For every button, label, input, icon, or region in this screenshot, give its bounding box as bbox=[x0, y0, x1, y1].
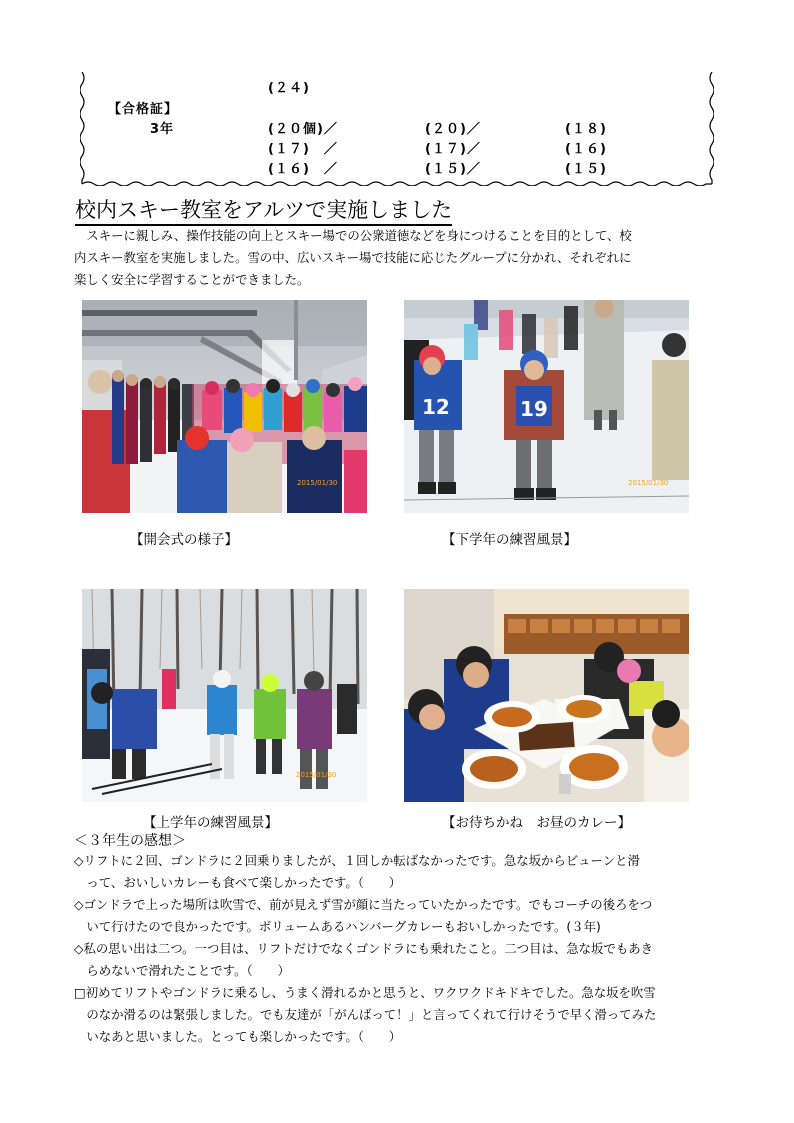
caption-lunch-curry: 【お待ちかね お昼のカレー】 bbox=[442, 815, 631, 831]
impressions-heading: ＜３年生の感想＞ bbox=[74, 833, 186, 849]
impression-line-2: って、おいしいカレーも食べて楽しかったです。（ ） bbox=[74, 875, 402, 890]
cert-row2-col1: (１７) ／ bbox=[268, 142, 338, 157]
impression-line-8: のなか滑るのは緊張しました。でも友達が「がんばって！」と言ってくれて行けそうで早く滑ってみた bbox=[74, 1007, 657, 1022]
impression-line-1: ◇リフトに２回、ゴンドラに２回乗りましたが、１回しか転ばなかったです。急な坂からビューンと滑 bbox=[74, 853, 640, 868]
upper-grades-practice-photo bbox=[82, 589, 367, 802]
impression-line-3: ◇ゴンドラで上った場所は吹雪で、前が見えず雪が顔に当たっていたかったです。でもコーチの後ろをつ bbox=[74, 897, 653, 912]
cert-row2-col2: (１７)／ bbox=[425, 142, 481, 157]
cert-row3-col2: (１５)／ bbox=[425, 162, 481, 177]
upper-grades-practice-image bbox=[82, 589, 367, 802]
impression-line-4: いて行けたので良かったです。ボリュームあるハンバーグカレーもおいしかったです。(３年) bbox=[74, 919, 601, 934]
cert-row3-col3: (１５) bbox=[565, 162, 607, 177]
opening-ceremony-photo bbox=[82, 300, 367, 513]
lower-grades-practice-photo bbox=[404, 300, 689, 513]
caption-upper-grades: 【上学年の練習風景】 bbox=[143, 815, 278, 831]
intro-line-3: 楽しく安全に学習することができました。 bbox=[74, 272, 310, 287]
cert-heading: 【合格証】 bbox=[108, 102, 179, 117]
impression-line-7: □初めてリフトやゴンドラに乗るし、うまく滑れるかと思うと、ワクワクドキドキでした。急な坂を吹雪 bbox=[74, 985, 656, 1000]
cert-row3-col1: (１６) ／ bbox=[268, 162, 338, 177]
svg-text:12: 12 bbox=[422, 395, 450, 419]
photo-date-stamp: 2015/01/30 bbox=[297, 479, 338, 487]
intro-line-1: スキーに親しみ、操作技能の向上とスキー場での公衆道徳などを身につけることを目的として、校 bbox=[74, 228, 632, 243]
lunch-curry-image bbox=[404, 589, 689, 802]
article-title: 校内スキー教室をアルツで実施しました bbox=[75, 197, 452, 226]
intro-line-2: 内スキー教室を実施しました。雪の中、広いスキー場で技能に応じたグループに分かれ、それぞれに bbox=[74, 250, 632, 265]
cert-row2-col3: (１６) bbox=[565, 142, 607, 157]
opening-ceremony-image bbox=[82, 300, 367, 513]
caption-lower-grades: 【下学年の練習風景】 bbox=[442, 532, 577, 548]
svg-text:19: 19 bbox=[520, 397, 548, 421]
photo-date-stamp: 2015/01/30 bbox=[628, 479, 669, 487]
certificate-frame bbox=[80, 72, 714, 186]
impression-line-9: いなあと思いました。とっても楽しかったです。（ ） bbox=[74, 1029, 402, 1044]
impression-line-5: ◇私の思い出は二つ。一つ目は、リフトだけでなくゴンドラにも乗れたこと。二つ目は、急な坂でもあき bbox=[74, 941, 654, 956]
lunch-curry-photo bbox=[404, 589, 689, 802]
lower-grades-practice-image bbox=[404, 300, 689, 513]
cert-grade: 3年 bbox=[150, 122, 175, 137]
cert-row1-col3: (１８) bbox=[565, 122, 607, 137]
impression-line-6: らめないで滑れたことです。（ ） bbox=[74, 963, 290, 978]
cert-top-value: (２４) bbox=[268, 81, 310, 96]
photo-date-stamp: 2015/01/30 bbox=[296, 771, 337, 779]
cert-row1-col1: (２０個)／ bbox=[268, 122, 338, 137]
cert-row1-col2: (２０)／ bbox=[425, 122, 481, 137]
caption-opening-ceremony: 【開会式の様子】 bbox=[130, 532, 238, 548]
